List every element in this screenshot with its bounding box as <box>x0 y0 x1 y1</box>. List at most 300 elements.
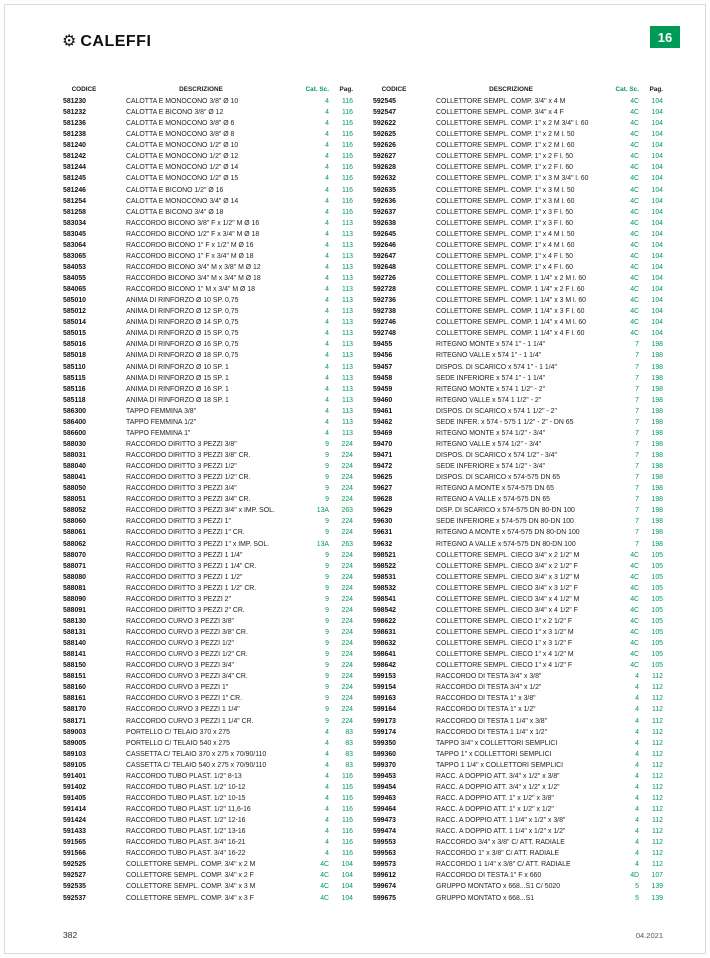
cat-sc-cell: 4C <box>630 120 639 128</box>
codice-cell: 598631 <box>373 629 396 637</box>
cat-sc-cell: 9 <box>325 684 329 692</box>
cat-sc-cell: 4C <box>630 164 639 172</box>
table-row <box>373 605 663 616</box>
pag-cell: 112 <box>652 861 663 869</box>
pag-cell: 112 <box>652 739 663 747</box>
table-row <box>373 627 663 638</box>
cat-sc-cell: 4 <box>325 739 329 747</box>
pag-cell: 112 <box>652 684 663 692</box>
cat-sc-cell: 4 <box>635 673 639 681</box>
codice-cell: 581254 <box>63 197 86 205</box>
codice-cell: 581245 <box>63 175 86 183</box>
table-row <box>63 339 353 350</box>
cat-sc-cell: 4 <box>635 839 639 847</box>
pag-cell: 116 <box>342 817 353 825</box>
codice-cell: 59628 <box>373 496 393 504</box>
codice-cell: 585015 <box>63 330 86 338</box>
descrizione-cell: COLLETTORE SEMPL. COMP. 1" x 2 M l. 60 <box>436 142 575 150</box>
cat-sc-cell: 4 <box>635 717 639 725</box>
pag-cell: 263 <box>341 540 353 548</box>
pag-cell: 104 <box>651 263 663 271</box>
descrizione-cell: RACCORDO DIRITTO 3 PEZZI 1" CR. <box>126 529 245 537</box>
pag-cell: 116 <box>342 197 353 205</box>
cat-sc-cell: 4 <box>635 728 639 736</box>
codice-cell: 599474 <box>373 828 396 836</box>
pag-cell: 116 <box>342 208 353 216</box>
descrizione-cell: RACCORDO DI TESTA 1 1/4" x 3/8" <box>436 717 548 725</box>
descrizione-cell: RACC. A DOPPIO ATT. 1" x 1/2" x 3/8" <box>436 794 554 802</box>
codice-cell: 592726 <box>373 275 396 283</box>
table-row <box>373 284 663 295</box>
table-row <box>63 185 353 196</box>
codice-cell: 589005 <box>63 739 86 747</box>
table-row <box>63 561 353 572</box>
cat-sc-cell: 4 <box>325 142 329 150</box>
codice-cell: 599454 <box>373 783 396 791</box>
codice-cell: 585014 <box>63 319 86 327</box>
table-row <box>373 494 663 505</box>
descrizione-cell: ANIMA DI RINFORZO Ø 18 SP. 0,75 <box>126 352 239 360</box>
cat-sc-cell: 4 <box>325 750 329 758</box>
descrizione-cell: RACCORDO DIRITTO 3 PEZZI 3/8" <box>126 440 237 448</box>
table-row <box>63 284 353 295</box>
pag-cell: 105 <box>651 662 663 670</box>
descrizione-cell: COLLETTORE SEMPL. CIECO 1" x 2 1/2" F <box>436 617 573 625</box>
table-row <box>63 638 353 649</box>
cat-sc-cell: 4 <box>325 186 329 194</box>
cat-sc-cell: 4C <box>630 629 639 637</box>
pag-cell: 224 <box>341 496 353 504</box>
cat-sc-cell: 4C <box>630 142 639 150</box>
pag-cell: 224 <box>341 629 353 637</box>
table-row <box>63 262 353 273</box>
descrizione-cell: RACCORDO BICONO 3/4" M x 3/4" M Ø 18 <box>126 275 261 283</box>
pag-cell: 104 <box>651 319 663 327</box>
cat-sc-cell: 7 <box>635 452 639 460</box>
cat-sc-cell: 4 <box>325 363 329 371</box>
pag-cell: 105 <box>651 629 663 637</box>
cat-sc-cell: 4C <box>630 109 639 117</box>
table-row <box>63 527 353 538</box>
cat-sc-cell: 4 <box>635 684 639 692</box>
cat-sc-cell: 4 <box>325 850 329 858</box>
cat-sc-cell: 4 <box>325 109 329 117</box>
pag-cell: 104 <box>651 98 663 106</box>
table-row <box>373 461 663 472</box>
table-row <box>63 96 353 107</box>
cat-sc-cell: 4C <box>630 595 639 603</box>
cat-sc-cell: 4C <box>630 573 639 581</box>
cat-sc-cell: 4 <box>325 286 329 294</box>
cat-sc-cell: 4 <box>325 341 329 349</box>
table-row <box>63 738 353 749</box>
table-row <box>63 328 353 339</box>
caleffi-logo <box>62 33 151 51</box>
descrizione-cell: COLLETTORE SEMPL. COMP. 3/4" x 3 F <box>126 894 254 902</box>
table-row <box>63 550 353 561</box>
header-codice: CODICE <box>71 85 97 93</box>
pag-cell: 112 <box>652 728 663 736</box>
table-row <box>63 417 353 428</box>
pag-cell: 198 <box>651 341 663 349</box>
codice-cell: 589105 <box>63 761 86 769</box>
codice-cell: 59630 <box>373 518 393 526</box>
table-row <box>373 328 663 339</box>
descrizione-cell: COLLETTORE SEMPL. COMP. 1" x 3 M l. 60 <box>436 197 575 205</box>
cat-sc-cell: 4 <box>325 828 329 836</box>
pag-cell: 116 <box>342 186 353 194</box>
table-row <box>373 362 663 373</box>
table-row <box>63 594 353 605</box>
table-row <box>373 273 663 284</box>
table-row <box>373 572 663 583</box>
codice-cell: 592645 <box>373 230 396 238</box>
descrizione-cell: RACCORDO DIRITTO 3 PEZZI 1/2" CR. <box>126 474 251 482</box>
pag-cell: 198 <box>651 440 663 448</box>
codice-cell: 581232 <box>63 109 86 117</box>
header-pag: Pag. <box>649 85 663 93</box>
table-row <box>63 859 353 870</box>
cat-sc-cell: 4C <box>320 861 329 869</box>
codice-cell: 588151 <box>63 673 86 681</box>
codice-cell: 598532 <box>373 584 396 592</box>
descrizione-cell: COLLETTORE SEMPL. COMP. 1 1/4" x 2 F l. 60 <box>436 286 585 294</box>
cat-sc-cell: 13A <box>316 507 329 515</box>
codice-cell: 588070 <box>63 551 86 559</box>
descrizione-cell: RACCORDO DIRITTO 3 PEZZI 2" <box>126 595 231 603</box>
table-row <box>63 881 353 892</box>
pag-cell: 113 <box>342 263 353 271</box>
cat-sc-cell: 7 <box>635 374 639 382</box>
codice-cell: 581236 <box>63 120 86 128</box>
cat-sc-cell: 9 <box>325 595 329 603</box>
cat-sc-cell: 4C <box>630 208 639 216</box>
codice-cell: 59631 <box>373 529 393 537</box>
descrizione-cell: RACCORDO BICONO 1/2" F x 3/4" M Ø 18 <box>126 230 260 238</box>
codice-cell: 598542 <box>373 606 396 614</box>
pag-cell: 198 <box>651 474 663 482</box>
table-row <box>373 339 663 350</box>
header-cat-sc: Cat. Sc. <box>615 85 639 93</box>
pag-cell: 83 <box>345 761 353 769</box>
descrizione-cell: CALOTTA E BICONO 3/8" Ø 12 <box>126 109 224 117</box>
codice-cell: 598531 <box>373 573 396 581</box>
pag-cell: 116 <box>342 839 353 847</box>
codice-cell: 586600 <box>63 429 86 437</box>
pag-cell: 198 <box>651 374 663 382</box>
descrizione-cell: COLLETTORE SEMPL. COMP. 1" x 3 F l. 60 <box>436 219 573 227</box>
pag-cell: 116 <box>342 109 353 117</box>
codice-cell: 588062 <box>63 540 86 548</box>
cat-sc-cell: 4 <box>325 839 329 847</box>
table-row <box>373 417 663 428</box>
descrizione-cell: RACCORDO CURVO 3 PEZZI 3/8" <box>126 617 234 625</box>
table-row <box>63 251 353 262</box>
cat-sc-cell: 4 <box>325 131 329 139</box>
pag-cell: 83 <box>345 739 353 747</box>
cat-sc-cell: 4 <box>325 241 329 249</box>
pag-cell: 105 <box>651 606 663 614</box>
pag-cell: 198 <box>651 463 663 471</box>
table-row <box>63 273 353 284</box>
pag-cell: 116 <box>342 850 353 858</box>
table-row <box>63 494 353 505</box>
pag-cell: 224 <box>341 695 353 703</box>
table-row <box>373 96 663 107</box>
pag-cell: 112 <box>652 706 663 714</box>
descrizione-cell: ANIMA DI RINFORZO Ø 16 SP. 1 <box>126 385 229 393</box>
cat-sc-cell: 7 <box>635 341 639 349</box>
pag-cell: 224 <box>341 640 353 648</box>
codice-cell: 592638 <box>373 219 396 227</box>
codice-cell: 585110 <box>63 363 86 371</box>
descrizione-cell: PORTELLO C/ TELAIO 370 x 275 <box>126 728 230 736</box>
codice-cell: 591424 <box>63 817 86 825</box>
pag-cell: 83 <box>345 728 353 736</box>
descrizione-cell: RITEGNO MONTE x 574 1/2" - 3/4" <box>436 429 546 437</box>
pag-cell: 113 <box>342 363 353 371</box>
codice-cell: 592525 <box>63 861 86 869</box>
cat-sc-cell: 4 <box>635 817 639 825</box>
pag-cell: 113 <box>342 252 353 260</box>
pag-cell: 113 <box>342 297 353 305</box>
codice-cell: 581258 <box>63 208 86 216</box>
codice-cell: 592626 <box>373 142 396 150</box>
table-row <box>63 207 353 218</box>
table-row <box>373 893 663 904</box>
pag-cell: 104 <box>651 275 663 283</box>
cat-sc-cell: 4 <box>325 374 329 382</box>
table-row <box>63 716 353 727</box>
pag-cell: 113 <box>342 396 353 404</box>
pag-cell: 104 <box>651 208 663 216</box>
descrizione-cell: RACCORDO DI TESTA 3/4" x 1/2" <box>436 684 542 692</box>
table-row <box>63 129 353 140</box>
descrizione-cell: COLLETTORE SEMPL. COMP. 3/4" x 2 F <box>126 872 254 880</box>
table-row <box>373 682 663 693</box>
cat-sc-cell: 4 <box>325 98 329 106</box>
descrizione-cell: RACCORDO DI TESTA 3/4" x 3/8" <box>436 673 542 681</box>
descrizione-cell: COLLETTORE SEMPL. COMP. 1 1/4" x 3 M l. 60 <box>436 297 587 305</box>
cat-sc-cell: 4C <box>320 894 329 902</box>
codice-cell: 588141 <box>63 651 86 659</box>
cat-sc-cell: 4 <box>325 794 329 802</box>
descrizione-cell: TAPPO 3/4" x COLLETTORI SEMPLICI <box>436 739 558 747</box>
codice-cell: 583064 <box>63 241 86 249</box>
table-row <box>63 162 353 173</box>
edition-date: 04.2021 <box>635 931 663 940</box>
table-row <box>373 848 663 859</box>
pag-cell: 104 <box>651 252 663 260</box>
descrizione-cell: RACC. A DOPPIO ATT. 1 1/4" x 1/2" x 1/2" <box>436 828 566 836</box>
descrizione-cell: COLLETTORE SEMPL. CIECO 3/4" x 2 1/2" F <box>436 562 578 570</box>
pag-cell: 113 <box>342 352 353 360</box>
table-row <box>373 738 663 749</box>
pag-cell: 116 <box>342 98 353 106</box>
descrizione-cell: CALOTTA E MONOCONO 1/2" Ø 10 <box>126 142 239 150</box>
pag-cell: 198 <box>651 385 663 393</box>
descrizione-cell: ANIMA DI RINFORZO Ø 10 SP. 1 <box>126 363 229 371</box>
cat-sc-cell: 4C <box>630 617 639 625</box>
pag-cell: 113 <box>342 286 353 294</box>
codice-cell: 592648 <box>373 263 396 271</box>
table-row <box>373 185 663 196</box>
pag-cell: 198 <box>651 396 663 404</box>
pag-cell: 105 <box>651 573 663 581</box>
descrizione-cell: COLLETTORE SEMPL. CIECO 1" x 3 1/2" M <box>436 629 574 637</box>
codice-cell: 599154 <box>373 684 396 692</box>
table-row <box>63 848 353 859</box>
pag-cell: 224 <box>341 606 353 614</box>
table-row <box>373 859 663 870</box>
table-row <box>373 162 663 173</box>
descrizione-cell: COLLETTORE SEMPL. CIECO 1" x 4 1/2" F <box>436 662 573 670</box>
table-row <box>63 782 353 793</box>
cat-sc-cell: 9 <box>325 452 329 460</box>
table-column-right <box>373 82 663 904</box>
pag-cell: 112 <box>652 761 663 769</box>
cat-sc-cell: 4 <box>325 330 329 338</box>
descrizione-cell: CALOTTA E MONOCONO 1/2" Ø 14 <box>126 164 239 172</box>
descrizione-cell: TAPPO 1 1/4" x COLLETTORI SEMPLICI <box>436 761 564 769</box>
pag-cell: 104 <box>651 197 663 205</box>
pag-cell: 198 <box>651 496 663 504</box>
table-row <box>63 693 353 704</box>
table-row <box>63 516 353 527</box>
cat-sc-cell: 4C <box>630 606 639 614</box>
chapter-tab <box>650 26 680 48</box>
pag-cell: 113 <box>342 330 353 338</box>
pag-cell: 113 <box>342 308 353 316</box>
descrizione-cell: COLLETTORE SEMPL. CIECO 3/4" x 4 1/2" F <box>436 606 578 614</box>
table-row <box>373 229 663 240</box>
pag-cell: 113 <box>342 407 353 415</box>
cat-sc-cell: 4C <box>630 275 639 283</box>
table-row <box>373 317 663 328</box>
pag-cell: 224 <box>341 529 353 537</box>
codice-cell: 599563 <box>373 850 396 858</box>
descrizione-cell: CASSETTA C/ TELAIO 540 x 275 x 70/90/110 <box>126 761 267 769</box>
cat-sc-cell: 9 <box>325 496 329 504</box>
table-row <box>63 240 353 251</box>
table-row <box>373 140 663 151</box>
cat-sc-cell: 5 <box>635 883 639 891</box>
table-row <box>373 881 663 892</box>
descrizione-cell: COLLETTORE SEMPL. COMP. 3/4" x 3 M <box>126 883 256 891</box>
codice-cell: 591433 <box>63 828 86 836</box>
cat-sc-cell: 4C <box>630 219 639 227</box>
codice-cell: 585010 <box>63 297 86 305</box>
cat-sc-cell: 4C <box>630 662 639 670</box>
codice-cell: 588060 <box>63 518 86 526</box>
table-row <box>373 472 663 483</box>
codice-cell: 591402 <box>63 783 86 791</box>
table-row <box>63 649 353 660</box>
codice-cell: 585018 <box>63 352 86 360</box>
table-row <box>63 151 353 162</box>
table-row <box>63 760 353 771</box>
descrizione-cell: COLLETTORE SEMPL. CIECO 3/4" x 3 1/2" M <box>436 573 580 581</box>
descrizione-cell: RACCORDO CURVO 3 PEZZI 1" CR. <box>126 695 243 703</box>
cat-sc-cell: 7 <box>635 496 639 504</box>
cat-sc-cell: 4C <box>630 131 639 139</box>
codice-cell: 59459 <box>373 385 393 393</box>
table-row <box>373 716 663 727</box>
cat-sc-cell: 4C <box>630 252 639 260</box>
table-row <box>373 804 663 815</box>
descrizione-cell: RACCORDO DIRITTO 3 PEZZI 3/4" x IMP. SOL. <box>126 507 275 515</box>
codice-cell: 585115 <box>63 374 86 382</box>
descrizione-cell: CALOTTA E MONOCONO 3/8" Ø 6 <box>126 120 235 128</box>
table-row <box>63 173 353 184</box>
descrizione-cell: RITEGNO A VALLE x 574-575 DN 80-DN 100 <box>436 540 576 548</box>
codice-cell: 584053 <box>63 263 86 271</box>
descrizione-cell: RACCORDO DIRITTO 3 PEZZI 2" CR. <box>126 606 245 614</box>
cat-sc-cell: 4 <box>635 695 639 703</box>
cat-sc-cell: 4 <box>325 175 329 183</box>
cat-sc-cell: 4C <box>630 330 639 338</box>
codice-cell: 592547 <box>373 109 396 117</box>
descrizione-cell: COLLETTORE SEMPL. COMP. 3/4" x 2 M <box>126 861 256 869</box>
cat-sc-cell: 4C <box>630 153 639 161</box>
descrizione-cell: GRUPPO MONTATO x 668...S1 <box>436 894 535 902</box>
codice-cell: 588171 <box>63 717 86 725</box>
descrizione-cell: CALOTTA E BICONO 1/2" Ø 16 <box>126 186 224 194</box>
table-row <box>63 406 353 417</box>
pag-cell: 116 <box>342 175 353 183</box>
descrizione-cell: RITEGNO VALLE x 574 1 1/2" - 2" <box>436 396 542 404</box>
descrizione-cell: RACCORDO TUBO PLAST. 1/2" 10-12 <box>126 783 246 791</box>
pag-cell: 104 <box>651 297 663 305</box>
codice-cell: 59629 <box>373 507 393 515</box>
cat-sc-cell: 4 <box>325 219 329 227</box>
descrizione-cell: RACCORDO BICONO 3/4" M x 3/8" M Ø 12 <box>126 263 261 271</box>
codice-cell: 59457 <box>373 363 393 371</box>
pag-cell: 224 <box>341 474 353 482</box>
page-footer <box>63 930 663 940</box>
pag-cell: 113 <box>342 385 353 393</box>
codice-cell: 599173 <box>373 717 396 725</box>
table-row <box>63 450 353 461</box>
codice-cell: 588090 <box>63 595 86 603</box>
codice-cell: 592748 <box>373 330 396 338</box>
descrizione-cell: SEDE INFERIORE x 574 1" - 1 1/4" <box>436 374 546 382</box>
codice-cell: 591414 <box>63 806 86 814</box>
table-row <box>63 837 353 848</box>
table-row <box>373 693 663 704</box>
codice-cell: 599473 <box>373 817 396 825</box>
pag-cell: 112 <box>652 850 663 858</box>
pag-cell: 105 <box>651 551 663 559</box>
pag-cell: 107 <box>651 872 663 880</box>
descrizione-cell: GRUPPO MONTATO x 668...S1 C/ 5020 <box>436 883 561 891</box>
table-row <box>63 107 353 118</box>
table-row <box>63 362 353 373</box>
cat-sc-cell: 9 <box>325 629 329 637</box>
table-row <box>373 837 663 848</box>
codice-cell: 586300 <box>63 407 86 415</box>
pag-cell: 104 <box>651 241 663 249</box>
descrizione-cell: ANIMA DI RINFORZO Ø 16 SP. 0,75 <box>126 341 239 349</box>
codice-cell: 588031 <box>63 452 86 460</box>
cat-sc-cell: 7 <box>635 352 639 360</box>
descrizione-cell: RITEGNO MONTE x 574 1" - 1 1/4" <box>436 341 546 349</box>
codice-cell: 585118 <box>63 396 86 404</box>
codice-cell: 59627 <box>373 485 393 493</box>
table-row <box>373 439 663 450</box>
codice-cell: 592622 <box>373 120 396 128</box>
table-row <box>63 140 353 151</box>
